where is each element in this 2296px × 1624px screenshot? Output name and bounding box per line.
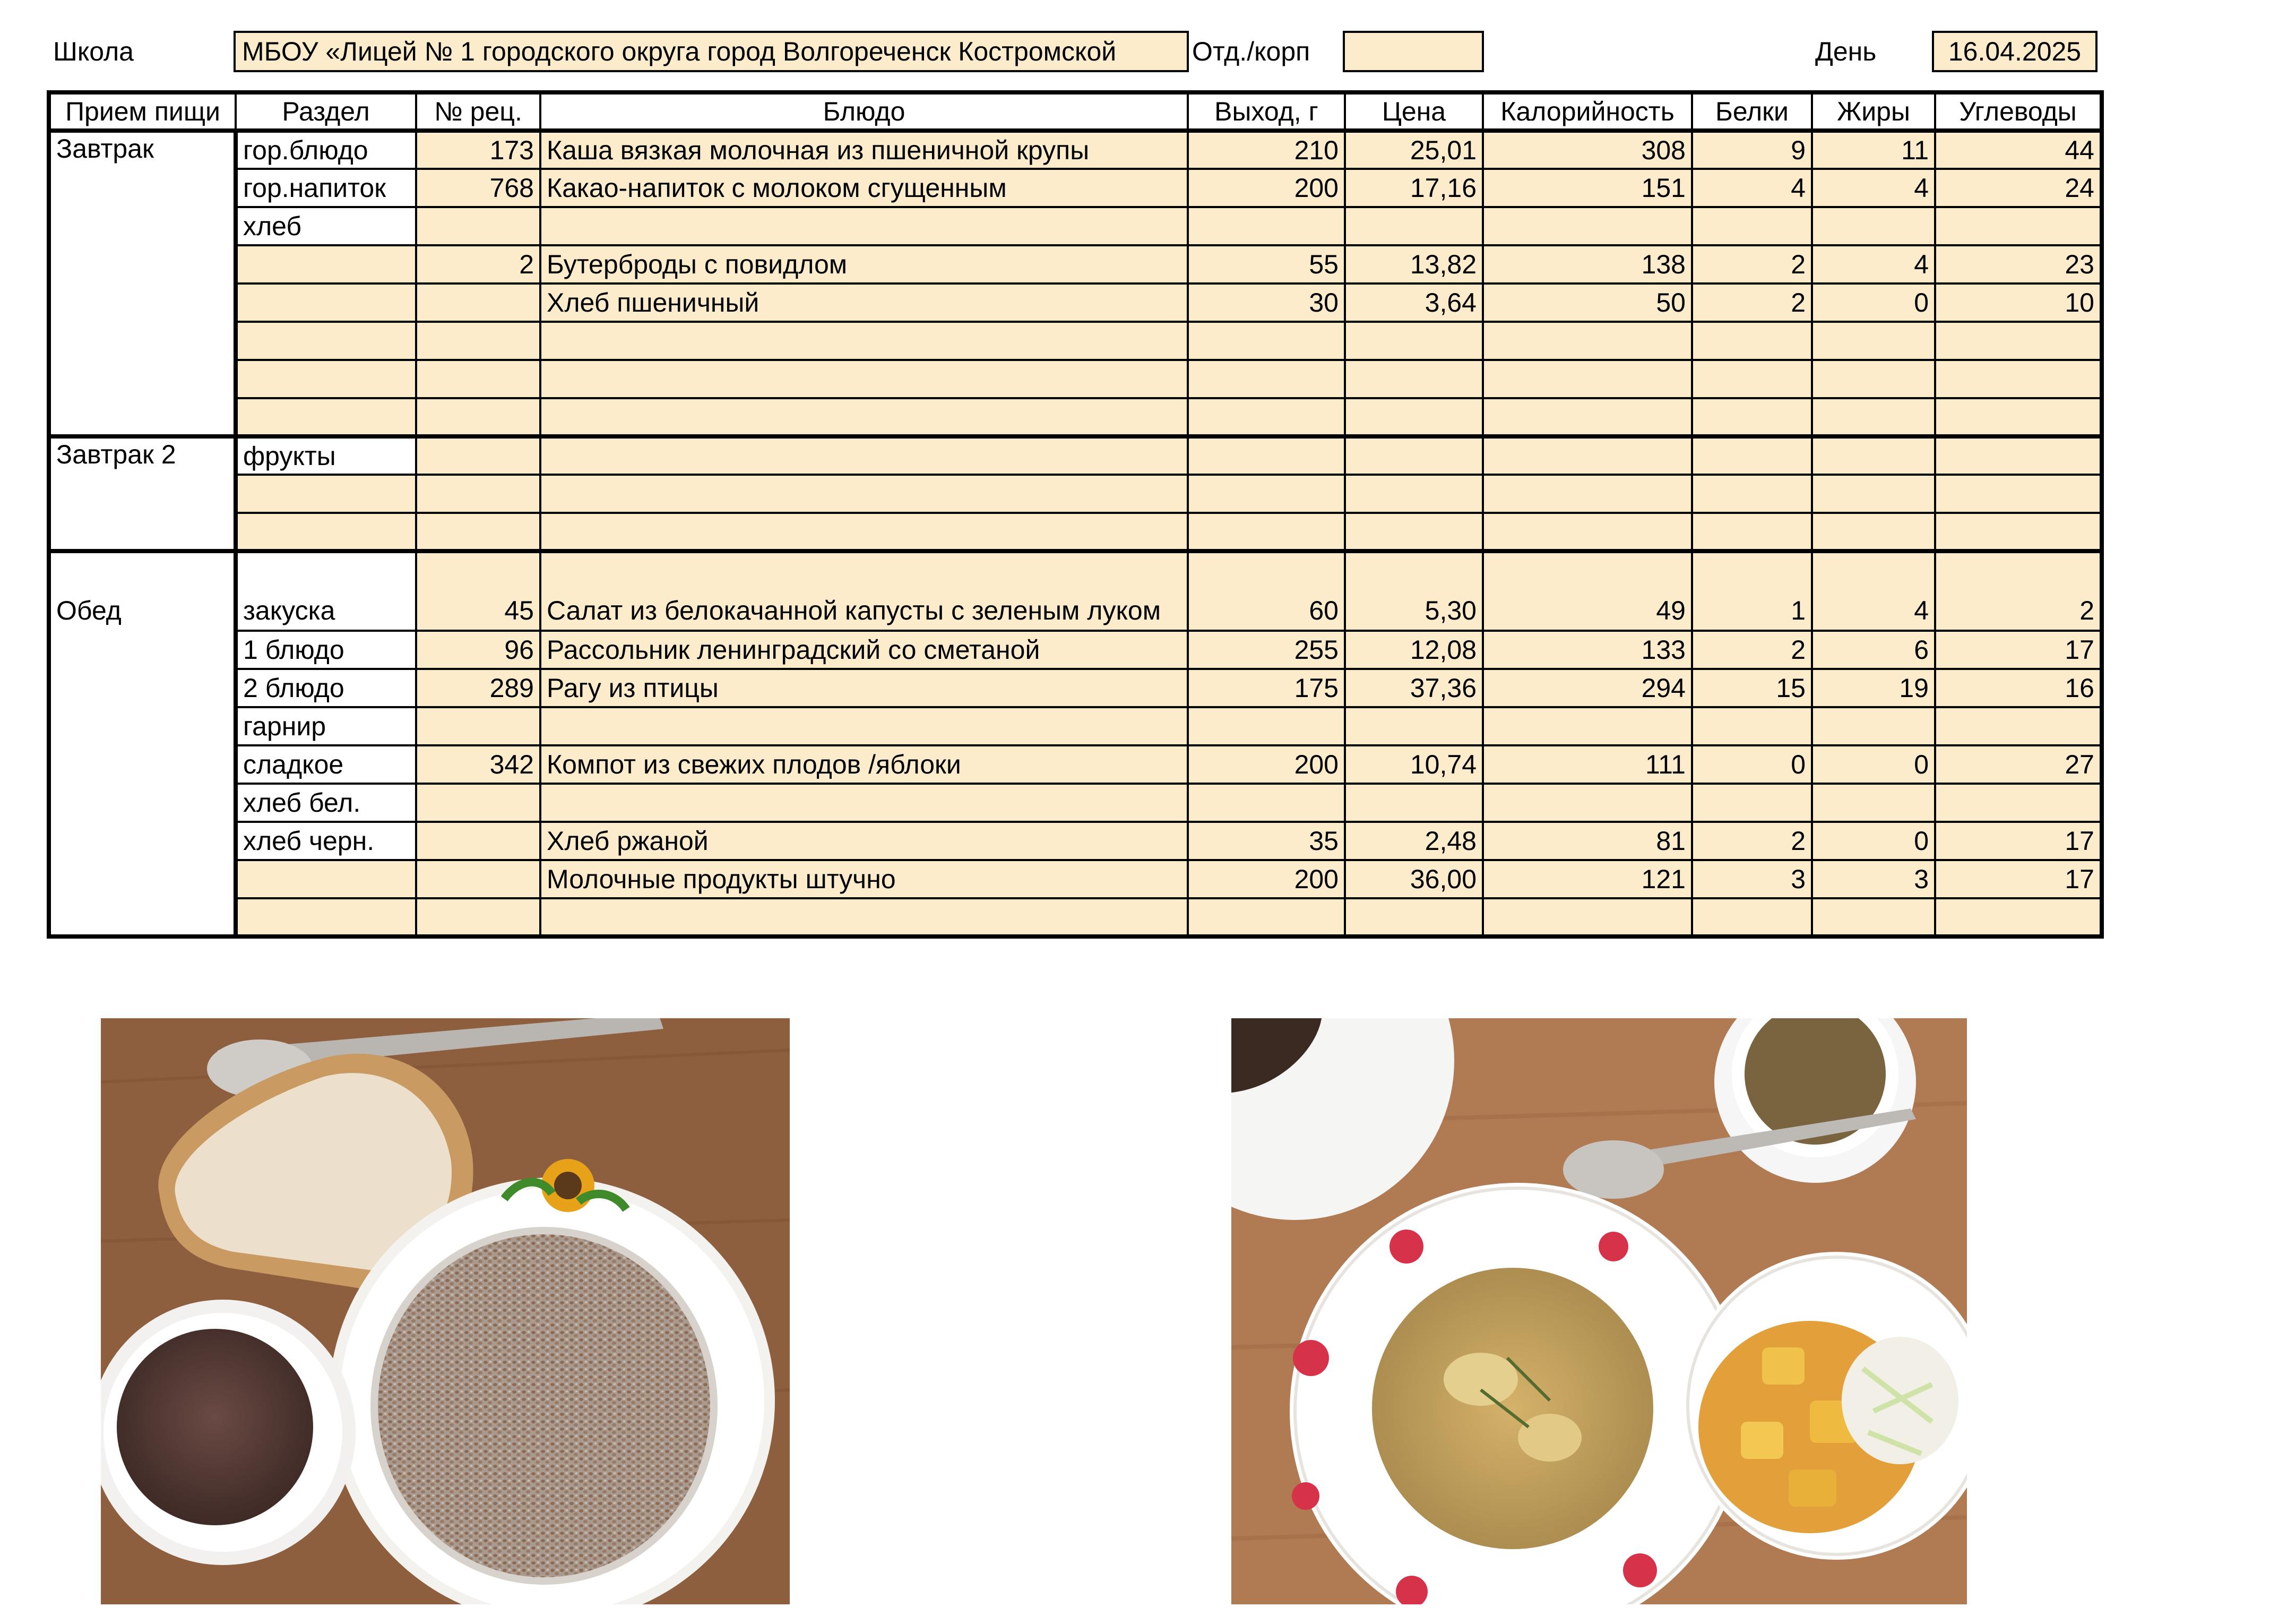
kcal-cell[interactable]: [1483, 207, 1692, 245]
section-cell[interactable]: [236, 360, 416, 398]
recipe-cell[interactable]: [416, 707, 540, 745]
kcal-cell[interactable]: 308: [1483, 131, 1692, 169]
yield-cell[interactable]: 30: [1188, 283, 1345, 322]
fat-cell[interactable]: 6: [1812, 631, 1935, 669]
protein-cell[interactable]: 4: [1692, 169, 1812, 207]
fat-cell[interactable]: [1812, 360, 1935, 398]
recipe-cell[interactable]: 173: [416, 131, 540, 169]
dish-cell[interactable]: Какао-напиток с молоком сгущенным: [540, 169, 1188, 207]
yield-cell[interactable]: 200: [1188, 860, 1345, 898]
price-cell[interactable]: [1345, 207, 1483, 245]
kcal-cell[interactable]: [1483, 475, 1692, 513]
col-recipe-header: № рец.: [416, 92, 540, 131]
protein-cell[interactable]: [1692, 322, 1812, 360]
price-cell[interactable]: [1345, 784, 1483, 822]
recipe-cell[interactable]: 289: [416, 669, 540, 707]
section-cell[interactable]: [236, 283, 416, 322]
fat-cell[interactable]: 4: [1812, 551, 1935, 631]
breakfast-photo: [101, 1018, 790, 1604]
carbs-cell[interactable]: [1935, 398, 2102, 436]
dish-cell[interactable]: [540, 207, 1188, 245]
kcal-cell[interactable]: 81: [1483, 822, 1692, 860]
yield-cell[interactable]: 35: [1188, 822, 1345, 860]
school-name-field[interactable]: МБОУ «Лицей № 1 городского округа город Волгореченск Костромской: [234, 31, 1189, 72]
carbs-cell[interactable]: [1935, 322, 2102, 360]
yield-cell[interactable]: [1188, 898, 1345, 936]
yield-cell[interactable]: 175: [1188, 669, 1345, 707]
protein-cell[interactable]: [1692, 207, 1812, 245]
protein-cell[interactable]: [1692, 784, 1812, 822]
yield-cell[interactable]: [1188, 784, 1345, 822]
carbs-cell[interactable]: [1935, 360, 2102, 398]
fat-cell[interactable]: [1812, 784, 1935, 822]
protein-cell[interactable]: 9: [1692, 131, 1812, 169]
fat-cell[interactable]: [1812, 436, 1935, 475]
table-row: [49, 707, 2102, 745]
carbs-cell[interactable]: [1935, 436, 2102, 475]
meal-cell: Завтрак 2: [49, 436, 236, 551]
fat-cell[interactable]: [1812, 513, 1935, 551]
col-kcal-header: Калорийность: [1483, 92, 1692, 131]
protein-cell[interactable]: 3: [1692, 860, 1812, 898]
price-cell[interactable]: 25,01: [1345, 131, 1483, 169]
section-cell[interactable]: 2 блюдо: [236, 669, 416, 707]
section-cell[interactable]: [236, 898, 416, 936]
protein-cell[interactable]: 0: [1692, 745, 1812, 784]
price-cell[interactable]: 5,30: [1345, 551, 1483, 631]
price-cell[interactable]: [1345, 436, 1483, 475]
price-cell[interactable]: 12,08: [1345, 631, 1483, 669]
table-row: [49, 475, 2102, 513]
dish-cell[interactable]: [540, 707, 1188, 745]
table-row: [49, 822, 2102, 860]
table-row: [49, 631, 2102, 669]
recipe-cell[interactable]: [416, 207, 540, 245]
carbs-cell[interactable]: 16: [1935, 669, 2102, 707]
carbs-cell[interactable]: [1935, 207, 2102, 245]
section-cell[interactable]: [236, 475, 416, 513]
fat-cell[interactable]: [1812, 322, 1935, 360]
carbs-cell[interactable]: [1935, 898, 2102, 936]
col-fat-header: Жиры: [1812, 92, 1935, 131]
protein-cell[interactable]: [1692, 398, 1812, 436]
col-price-header: Цена: [1345, 92, 1483, 131]
recipe-cell[interactable]: [416, 322, 540, 360]
menu-table: [47, 90, 2104, 939]
fat-cell[interactable]: 11: [1812, 131, 1935, 169]
section-cell[interactable]: [236, 322, 416, 360]
recipe-cell[interactable]: 45: [416, 551, 540, 631]
price-cell[interactable]: [1345, 322, 1483, 360]
fat-cell[interactable]: 0: [1812, 822, 1935, 860]
section-cell[interactable]: [236, 513, 416, 551]
dish-cell[interactable]: [540, 436, 1188, 475]
dish-cell[interactable]: Хлеб пшеничный: [540, 283, 1188, 322]
dish-cell[interactable]: Рагу из птицы: [540, 669, 1188, 707]
section-cell[interactable]: хлеб: [236, 207, 416, 245]
col-meal-header: Прием пищи: [49, 92, 236, 131]
yield-cell[interactable]: [1188, 707, 1345, 745]
yield-cell[interactable]: [1188, 436, 1345, 475]
kcal-cell[interactable]: [1483, 898, 1692, 936]
recipe-cell[interactable]: [416, 283, 540, 322]
section-cell[interactable]: гор.напиток: [236, 169, 416, 207]
price-cell[interactable]: 2,48: [1345, 822, 1483, 860]
dish-cell[interactable]: Компот из свежих плодов /яблоки: [540, 745, 1188, 784]
recipe-cell[interactable]: [416, 513, 540, 551]
yield-cell[interactable]: [1188, 322, 1345, 360]
kcal-cell[interactable]: [1483, 398, 1692, 436]
section-cell[interactable]: [236, 860, 416, 898]
kcal-cell[interactable]: [1483, 436, 1692, 475]
kcal-cell[interactable]: 121: [1483, 860, 1692, 898]
table-row: [49, 669, 2102, 707]
recipe-cell[interactable]: 768: [416, 169, 540, 207]
table-header-row: [49, 92, 2102, 131]
col-yield-header: Выход, г: [1188, 92, 1345, 131]
protein-cell[interactable]: 2: [1692, 245, 1812, 283]
fat-cell[interactable]: [1812, 207, 1935, 245]
recipe-cell[interactable]: 342: [416, 745, 540, 784]
protein-cell[interactable]: 15: [1692, 669, 1812, 707]
kcal-cell[interactable]: [1483, 513, 1692, 551]
recipe-cell[interactable]: [416, 784, 540, 822]
yield-cell[interactable]: 210: [1188, 131, 1345, 169]
fat-cell[interactable]: 4: [1812, 245, 1935, 283]
table-row: [49, 322, 2102, 360]
day-label: День: [1815, 37, 1877, 66]
protein-cell[interactable]: [1692, 360, 1812, 398]
carbs-cell[interactable]: 23: [1935, 245, 2102, 283]
table-row: [49, 551, 2102, 631]
table-row: [49, 745, 2102, 784]
protein-cell[interactable]: 2: [1692, 822, 1812, 860]
price-cell[interactable]: 37,36: [1345, 669, 1483, 707]
col-dish-header: Блюдо: [540, 92, 1188, 131]
dish-cell[interactable]: [540, 475, 1188, 513]
section-cell[interactable]: закуска: [236, 551, 416, 631]
section-cell[interactable]: гарнир: [236, 707, 416, 745]
section-cell[interactable]: сладкое: [236, 745, 416, 784]
carbs-cell[interactable]: 24: [1935, 169, 2102, 207]
yield-cell[interactable]: 60: [1188, 551, 1345, 631]
protein-cell[interactable]: [1692, 475, 1812, 513]
carbs-cell[interactable]: [1935, 784, 2102, 822]
carbs-cell[interactable]: 10: [1935, 283, 2102, 322]
fat-cell[interactable]: 0: [1812, 745, 1935, 784]
col-protein-header: Белки: [1692, 92, 1812, 131]
kcal-cell[interactable]: [1483, 784, 1692, 822]
table-row: [49, 283, 2102, 322]
fat-cell[interactable]: 4: [1812, 169, 1935, 207]
lunch-photo: [1231, 1018, 1967, 1604]
section-cell[interactable]: хлеб бел.: [236, 784, 416, 822]
yield-cell[interactable]: [1188, 398, 1345, 436]
kcal-cell[interactable]: 151: [1483, 169, 1692, 207]
table-row: [49, 898, 2102, 936]
carbs-cell[interactable]: [1935, 513, 2102, 551]
col-carbs-header: Углеводы: [1935, 92, 2102, 131]
price-cell[interactable]: [1345, 398, 1483, 436]
meal-cell: Обед: [49, 551, 236, 936]
kcal-cell[interactable]: 133: [1483, 631, 1692, 669]
recipe-cell[interactable]: [416, 898, 540, 936]
kcal-cell[interactable]: 50: [1483, 283, 1692, 322]
dish-cell[interactable]: [540, 784, 1188, 822]
dish-cell[interactable]: Бутерброды с повидлом: [540, 245, 1188, 283]
fat-cell[interactable]: 3: [1812, 860, 1935, 898]
recipe-cell[interactable]: [416, 436, 540, 475]
section-cell[interactable]: хлеб черн.: [236, 822, 416, 860]
section-cell[interactable]: фрукты: [236, 436, 416, 475]
dish-cell[interactable]: Салат из белокачанной капусты с зеленым луком: [540, 551, 1188, 631]
table-row: [49, 436, 2102, 475]
carbs-cell[interactable]: 17: [1935, 822, 2102, 860]
protein-cell[interactable]: 2: [1692, 283, 1812, 322]
recipe-cell[interactable]: [416, 475, 540, 513]
carbs-cell[interactable]: 2: [1935, 551, 2102, 631]
protein-cell[interactable]: 2: [1692, 631, 1812, 669]
dish-cell[interactable]: [540, 322, 1188, 360]
yield-cell[interactable]: 255: [1188, 631, 1345, 669]
yield-cell[interactable]: 200: [1188, 745, 1345, 784]
kcal-cell[interactable]: 294: [1483, 669, 1692, 707]
recipe-cell[interactable]: [416, 398, 540, 436]
dish-cell[interactable]: [540, 398, 1188, 436]
fat-cell[interactable]: 19: [1812, 669, 1935, 707]
price-cell[interactable]: 17,16: [1345, 169, 1483, 207]
kcal-cell[interactable]: [1483, 707, 1692, 745]
meal-cell: Завтрак: [49, 131, 236, 436]
carbs-cell[interactable]: 17: [1935, 631, 2102, 669]
dish-cell[interactable]: [540, 898, 1188, 936]
dish-cell[interactable]: Каша вязкая молочная из пшеничной крупы: [540, 131, 1188, 169]
table-row: [49, 860, 2102, 898]
fat-cell[interactable]: [1812, 398, 1935, 436]
price-cell[interactable]: [1345, 475, 1483, 513]
dish-cell[interactable]: [540, 360, 1188, 398]
price-cell[interactable]: [1345, 360, 1483, 398]
price-cell[interactable]: 36,00: [1345, 860, 1483, 898]
kcal-cell[interactable]: [1483, 322, 1692, 360]
kcal-cell[interactable]: 49: [1483, 551, 1692, 631]
price-cell[interactable]: 3,64: [1345, 283, 1483, 322]
price-cell[interactable]: [1345, 707, 1483, 745]
protein-cell[interactable]: [1692, 436, 1812, 475]
dish-cell[interactable]: Молочные продукты штучно: [540, 860, 1188, 898]
protein-cell[interactable]: [1692, 513, 1812, 551]
day-field[interactable]: 16.04.2025: [1932, 31, 2098, 72]
section-cell[interactable]: [236, 245, 416, 283]
recipe-cell[interactable]: 2: [416, 245, 540, 283]
carbs-cell[interactable]: 17: [1935, 860, 2102, 898]
fat-cell[interactable]: [1812, 475, 1935, 513]
yield-cell[interactable]: 200: [1188, 169, 1345, 207]
table-row: [49, 360, 2102, 398]
price-cell[interactable]: 10,74: [1345, 745, 1483, 784]
recipe-cell[interactable]: 96: [416, 631, 540, 669]
section-cell[interactable]: 1 блюдо: [236, 631, 416, 669]
fat-cell[interactable]: 0: [1812, 283, 1935, 322]
carbs-cell[interactable]: [1935, 707, 2102, 745]
table-row: [49, 169, 2102, 207]
carbs-cell[interactable]: [1935, 475, 2102, 513]
table-row: [49, 131, 2102, 169]
table-row: [49, 245, 2102, 283]
kcal-cell[interactable]: [1483, 360, 1692, 398]
yield-cell[interactable]: [1188, 475, 1345, 513]
yield-cell[interactable]: [1188, 360, 1345, 398]
table-row: [49, 398, 2102, 436]
dept-field[interactable]: [1343, 31, 1484, 72]
school-label: Школа: [53, 37, 134, 66]
price-cell[interactable]: 13,82: [1345, 245, 1483, 283]
dept-label: Отд./корп: [1192, 37, 1310, 66]
fat-cell[interactable]: [1812, 707, 1935, 745]
dish-cell[interactable]: [540, 513, 1188, 551]
protein-cell[interactable]: [1692, 898, 1812, 936]
price-cell[interactable]: [1345, 513, 1483, 551]
dish-cell[interactable]: Хлеб ржаной: [540, 822, 1188, 860]
col-section-header: Раздел: [236, 92, 416, 131]
yield-cell[interactable]: 55: [1188, 245, 1345, 283]
carbs-cell[interactable]: 27: [1935, 745, 2102, 784]
yield-cell[interactable]: [1188, 207, 1345, 245]
yield-cell[interactable]: [1188, 513, 1345, 551]
kcal-cell[interactable]: 111: [1483, 745, 1692, 784]
fat-cell[interactable]: [1812, 898, 1935, 936]
recipe-cell[interactable]: [416, 822, 540, 860]
protein-cell[interactable]: [1692, 707, 1812, 745]
dish-cell[interactable]: Рассольник ленинградский со сметаной: [540, 631, 1188, 669]
section-cell[interactable]: [236, 398, 416, 436]
protein-cell[interactable]: 1: [1692, 551, 1812, 631]
kcal-cell[interactable]: 138: [1483, 245, 1692, 283]
table-row: [49, 207, 2102, 245]
recipe-cell[interactable]: [416, 860, 540, 898]
table-row: [49, 784, 2102, 822]
price-cell[interactable]: [1345, 898, 1483, 936]
carbs-cell[interactable]: 44: [1935, 131, 2102, 169]
table-row: [49, 513, 2102, 551]
recipe-cell[interactable]: [416, 360, 540, 398]
section-cell[interactable]: гор.блюдо: [236, 131, 416, 169]
